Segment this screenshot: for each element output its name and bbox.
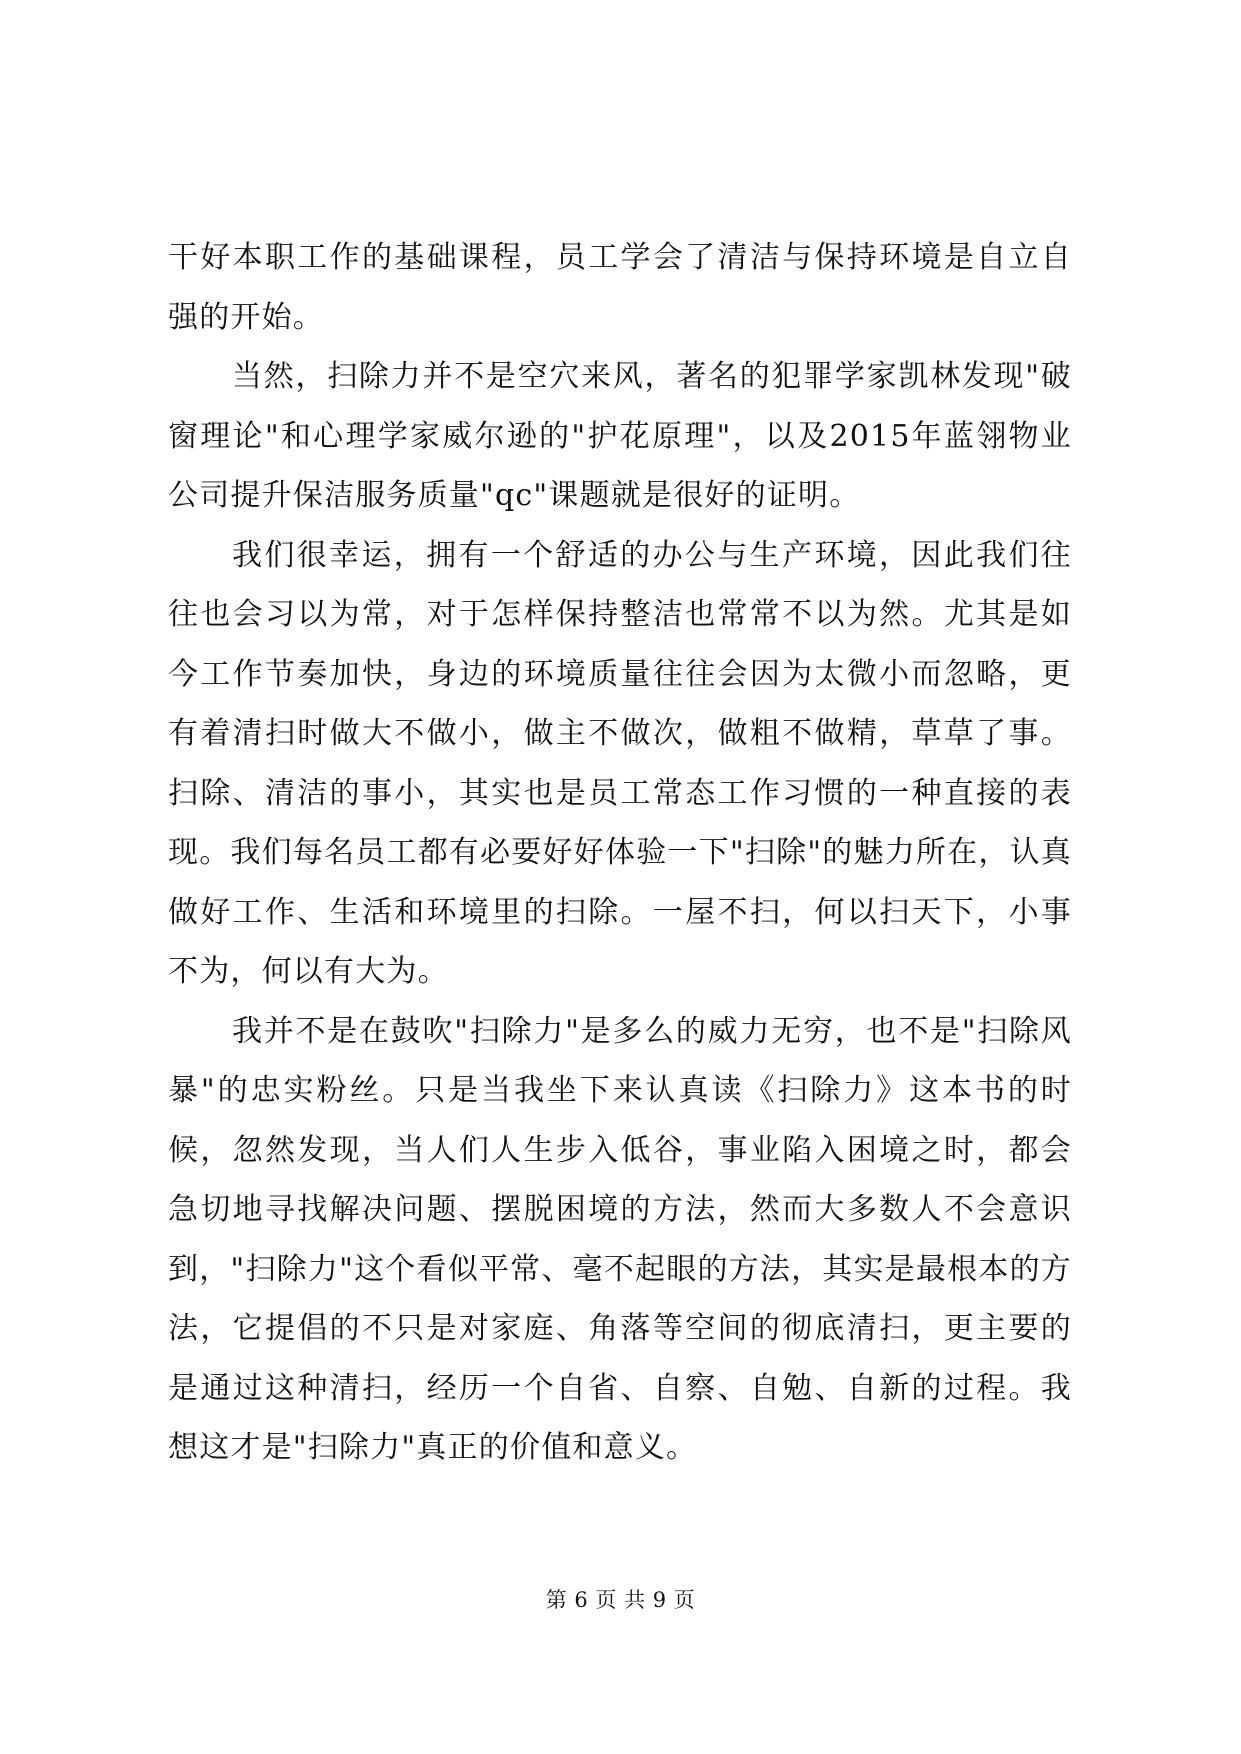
page-number-footer: 第 6 页 共 9 页 [545,1588,696,1612]
paragraph-continuation: 干好本职工作的基础课程，员工学会了清洁与保持环境是自立自强的开始。 [168,240,1072,335]
document-body [168,228,1072,1478]
paragraph-cleaning-power-value: 我并不是在鼓吹"扫除力"是多么的威力无穷，也不是"扫除风暴"的忠实粉丝。只是当我坐下来认真读《扫除力》这本书的时候，忽然发现，当人们人生步入低谷，事业陷入困境之时，都会急切地寻找解决问题、摆脱困境的方法，然而大多数人不会意识到，"扫除力"这个看似平常、毫不起眼的方法，其实是最根本的方法，它提倡的不只是对家庭、角落等空间的彻底清扫，更主要的是通过这种清扫，经历一个自省、自察、自勉、自新的过程。我想这才是"扫除力"真正的价值和意义。 [168,1013,1072,1465]
paragraph-broken-window-theory: 当然，扫除力并不是空穴来风，著名的犯罪学家凯林发现"破窗理论"和心理学家威尔逊的"护花原理"，以及2015年蓝翎物业公司提升保洁服务质量"qc"课题就是很好的证明。 [168,359,1072,513]
paragraph-work-environment: 我们很幸运，拥有一个舒适的办公与生产环境，因此我们往往也会习以为常，对于怎样保持整洁也常常不以为然。尤其是如今工作节奏加快，身边的环境质量往往会因为太微小而忽略，更有着清扫时做大不做小，做主不做次，做粗不做精，草草了事。扫除、清洁的事小，其实也是员工常态工作习惯的一种直接的表现。我们每名员工都有必要好好体验一下"扫除"的魅力所在，认真做好工作、生活和环境里的扫除。一屋不扫，何以扫天下，小事不为，何以有大为。 [168,537,1072,989]
